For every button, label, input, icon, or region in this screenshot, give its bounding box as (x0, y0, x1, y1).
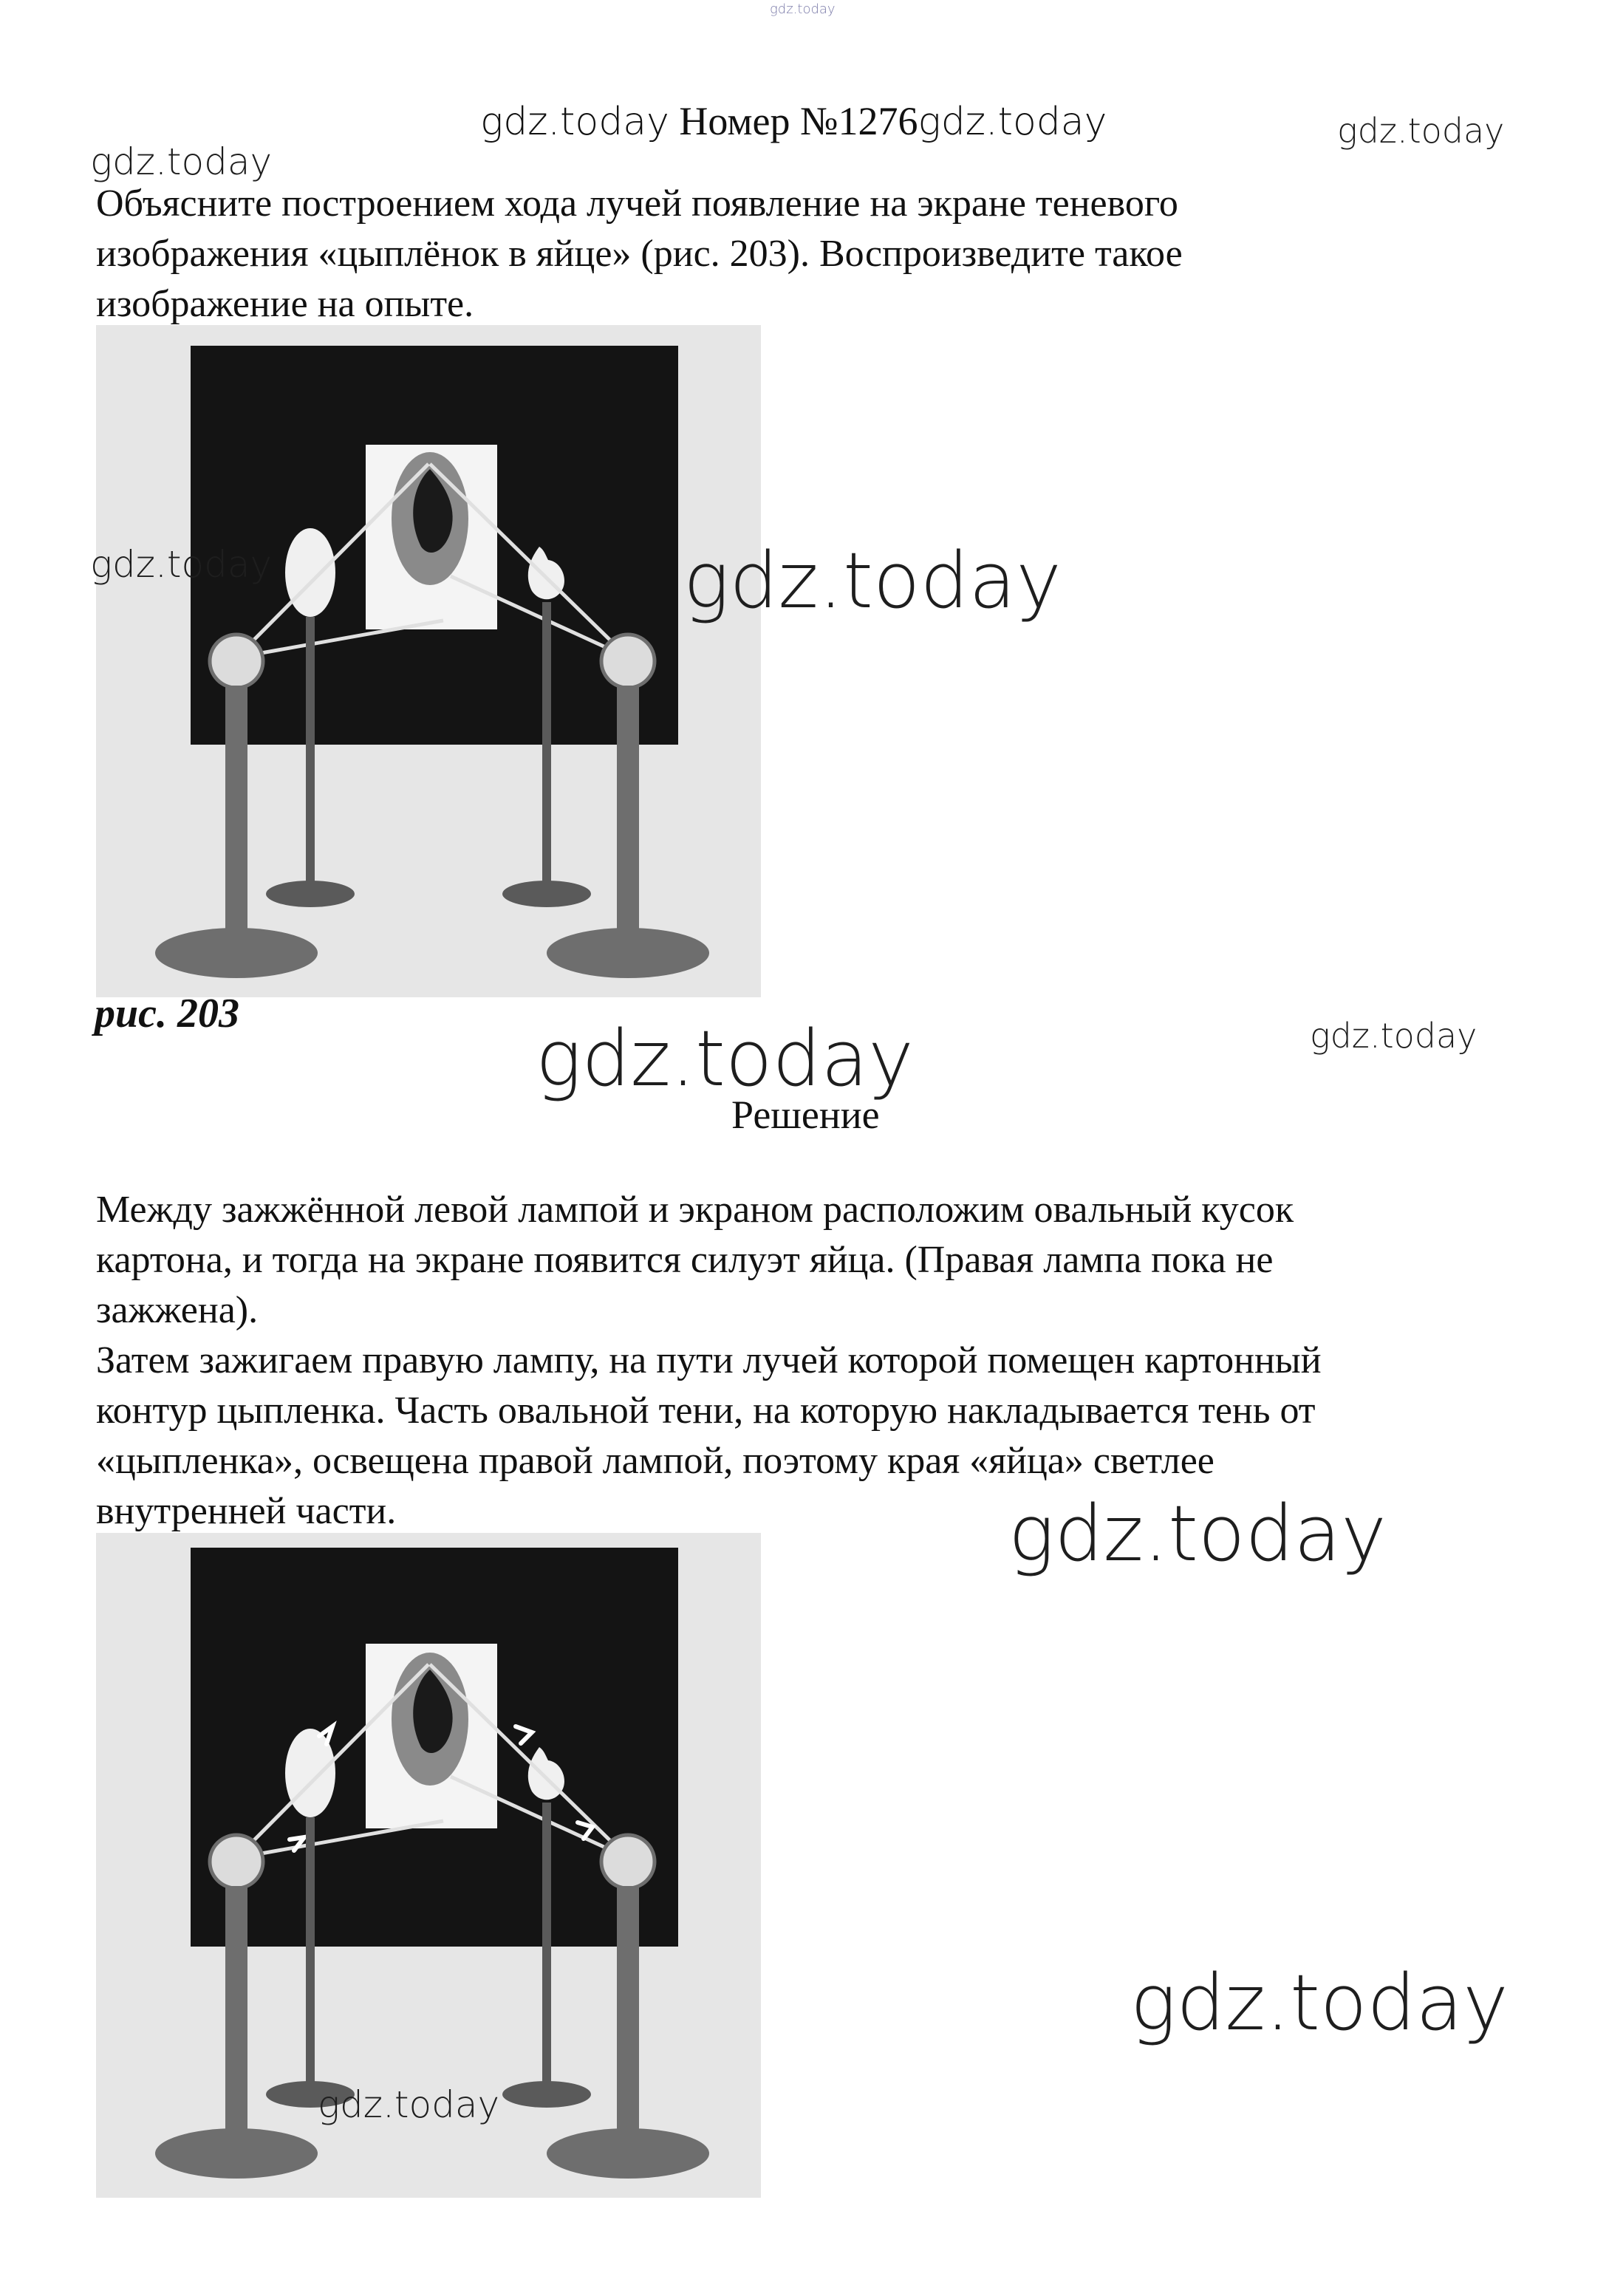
figure-caption: рис. 203 (95, 991, 239, 1036)
watermark-figure-large: gdz.today (683, 536, 1062, 626)
watermark-bottom-right-large: gdz.today (1130, 1958, 1509, 2048)
page-title: Номер №1276 (679, 99, 918, 143)
watermark-figure-left: gdz.today (90, 543, 273, 586)
solution-heading: Решение (731, 1093, 880, 1137)
watermark-header-right: gdz.today (918, 100, 1107, 144)
watermark-mid-right: gdz.today (1310, 1016, 1478, 1056)
page-header (480, 98, 1107, 144)
solution-line: зажжена). (96, 1289, 259, 1331)
problem-line: изображения «цыплёнок в яйце» (рис. 203). Воспроизведите такое (96, 233, 1183, 275)
solution-line: Между зажжённой левой лампой и экраном расположим овальный кусок (96, 1189, 1294, 1231)
solution-line: внутренней части. (96, 1490, 397, 1532)
figure-shadow-experiment (96, 325, 761, 997)
watermark-top-right: gdz.today (1337, 111, 1505, 151)
solution-line: Затем зажигаем правую лампу, на пути лучей которой помещен картонный (96, 1339, 1322, 1381)
watermark-figure2-bottom: gdz.today (318, 2083, 500, 2126)
solution-line: контур цыпленка. Часть овальной тени, на которую накладывается тень от (96, 1390, 1316, 1432)
figure-illustration (96, 325, 761, 997)
problem-text (96, 179, 1544, 329)
problem-line: Объясните построением хода лучей появление на экране теневого (96, 182, 1178, 225)
problem-line: изображение на опыте. (96, 283, 474, 325)
watermark-top-left: gdz.today (90, 140, 273, 183)
solution-text (96, 1185, 1544, 1537)
solution-line: «цыпленка», освещена правой лампой, поэтому края «яйца» светлее (96, 1440, 1215, 1482)
solution-line: картона, и тогда на экране появится силуэт яйца. (Правая лампа пока не (96, 1239, 1274, 1281)
watermark-header-left: gdz.today (480, 100, 669, 144)
watermark-tiny: gdz.today (770, 1, 836, 17)
watermark-mid-large: gdz.today (536, 1014, 914, 1104)
watermark-after-text-large: gdz.today (1008, 1489, 1387, 1579)
